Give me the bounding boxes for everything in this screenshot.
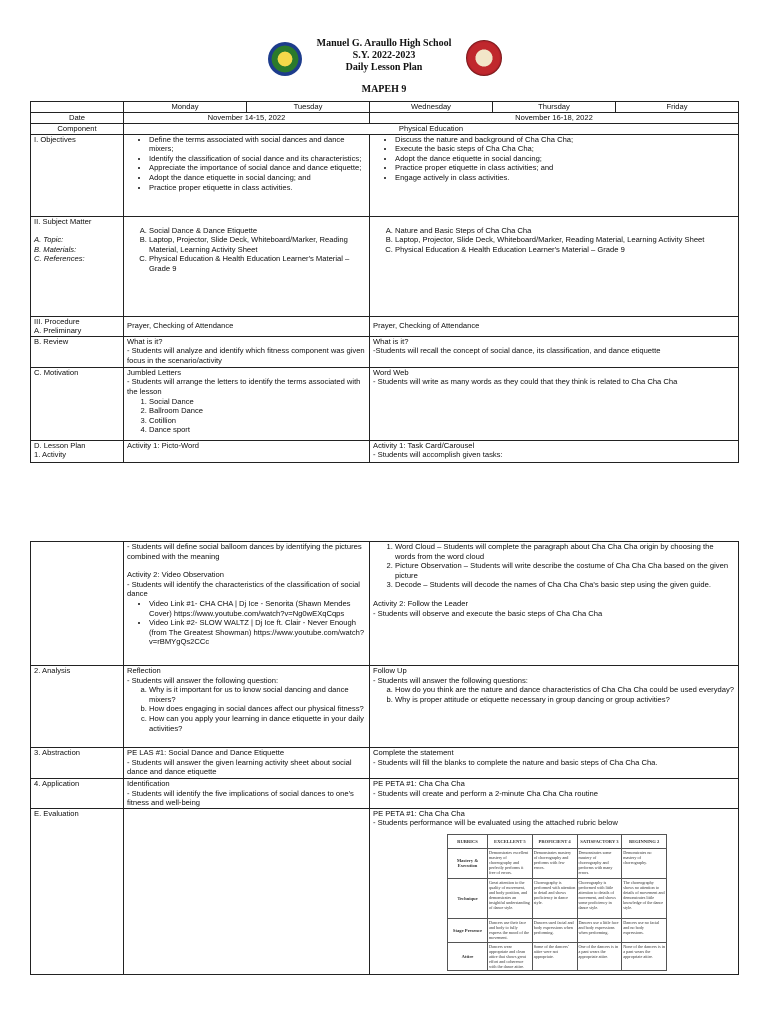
activity-right-title: Activity 1: Task Card/Carousel — [373, 440, 475, 450]
subject-item: C. Physical Education & Health Education Learner's Material – Grade 9 — [395, 245, 735, 255]
procedure-label — [31, 316, 124, 336]
objective-item: • Practice proper etiquette in class activities. — [149, 183, 366, 193]
evaluation-label: E. Evaluation — [31, 808, 124, 974]
subject-item: C. Physical Education & Health Education Learner's Material – Grade 9 — [149, 254, 366, 273]
jumbled-item: 3. Cotillion — [149, 416, 366, 426]
review-right-text: -Students will recall the concept of social dance, its classification, and dance etiquette — [373, 346, 661, 356]
objective-item: • Identify the classification of social dance and its characteristics; — [149, 154, 366, 164]
objectives-label: I. Objectives — [31, 134, 124, 216]
activity-cont-right — [370, 542, 739, 666]
analysis-question: b. Why is proper attitude or etiquette necessary in group dancing or group activities? — [395, 695, 735, 705]
rubric-cell: One of the dancers is in a pant wears the appropriate attire. — [577, 942, 622, 970]
subject-title: MAPEH 9 — [361, 84, 407, 95]
review-right-title: What is it? — [373, 336, 409, 346]
analysis-question: b. How does engaging in social dances affect our physical fitness? — [149, 704, 366, 714]
abstraction-right-title: Complete the statement — [373, 748, 454, 757]
preliminary-left: Prayer, Checking of Attendance — [124, 316, 370, 336]
abstraction-label: 3. Abstraction — [31, 748, 124, 779]
activity-left: Activity 1: Picto-Word — [124, 440, 370, 462]
activity2-right-text: - Students will observe and execute the basic steps of Cha Cha Cha — [373, 608, 603, 618]
day-thursday: Thursday — [493, 102, 616, 113]
topic-label: A. Topic: — [34, 235, 64, 245]
date-label: Date — [31, 113, 124, 124]
motivation-right — [370, 367, 739, 440]
rubric-cell: Demonstrates no mastery of choreography. — [622, 848, 667, 878]
review-left-text: - Students will analyze and identify which fitness component was given focus in the scenario/activity — [127, 346, 365, 365]
activity-cont-left-text: - Students will define social balloom dances by identifying the pictures combined with the meaning — [127, 542, 362, 561]
abstraction-left-text: - Students will answer the given learning activity sheet about social dance and dance etiquette — [127, 757, 352, 777]
lesson-plan-title: D. Lesson Plan — [34, 440, 86, 450]
task-card-item: 1. Word Cloud – Students will complete the paragraph about Cha Cha Cha origin by choosing the words from the word cloud — [395, 542, 735, 561]
evaluation-right-title: PE PETA #1: Cha Cha Cha — [373, 808, 465, 818]
motivation-left-text: - Students will arrange the letters to identify the terms associated with the lesson — [127, 377, 361, 396]
activity-right — [370, 440, 739, 462]
plan-title: Daily Lesson Plan — [345, 62, 423, 73]
subject-matter-left — [124, 216, 370, 316]
rubric-cell: Demonstrates some mastery of choreography and performs with many errors. — [577, 848, 622, 878]
review-left-title: What is it? — [127, 336, 163, 346]
motivation-right-title: Word Web — [373, 367, 409, 377]
analysis-label: 2. Analysis — [31, 666, 124, 748]
objective-item: • Execute the basic steps of Cha Cha Cha; — [395, 144, 735, 154]
references-label: C. References: — [34, 254, 85, 264]
preliminary-label: A. Preliminary — [34, 326, 82, 336]
lesson-plan-label — [31, 440, 124, 462]
analysis-left-title: Reflection — [127, 666, 161, 675]
component-label: Component — [31, 124, 124, 135]
analysis-left — [124, 666, 370, 748]
evaluation-right — [370, 808, 739, 974]
rubric-table — [447, 834, 667, 971]
objective-item: • Adopt the dance etiquette in social dancing; — [395, 154, 735, 164]
lesson-plan-table-page1 — [30, 101, 739, 463]
objective-item: • Define the terms associated with social dances and dance mixers; — [149, 135, 366, 154]
application-right-text: - Students will create and perform a 2-minute Cha Cha Cha routine — [373, 788, 598, 798]
application-left-text: - Students will identify the five implications of social dances to one's fitness and well-being — [127, 788, 354, 808]
objective-item: • Appreciate the importance of social dance and dance etiquette; — [149, 163, 366, 173]
analysis-question: a. How do you think are the nature and dance characteristics of Cha Cha Cha could be used everyday? — [395, 685, 735, 695]
rubric-header: RUBRICS — [448, 834, 488, 848]
rubric-cell: Dancers wear appropriate and clean attire that shows great effort and coherence with the dance attire. — [488, 942, 533, 970]
rubric-cell: None of the dancers is in a pant wears the appropriate attire. — [622, 942, 667, 970]
rubric-cell: Dancers use their face and body to fully express the mood of the movement. — [488, 918, 533, 942]
review-label: B. Review — [31, 336, 124, 367]
analysis-question: a. Why is it important for us to know social dancing and dance mixers? — [149, 685, 366, 704]
day-wednesday: Wednesday — [370, 102, 493, 113]
jumbled-item: 4. Dance sport — [149, 425, 366, 435]
analysis-left-text: - Students will answer the following question: — [127, 675, 279, 685]
evaluation-left — [124, 808, 370, 974]
analysis-right — [370, 666, 739, 748]
activity2-title: Activity 2: Video Observation — [127, 570, 224, 580]
document-header — [0, 38, 768, 74]
rubric-criterion: Stage Presence — [448, 918, 488, 942]
rubric-header: BEGINNING 2 — [622, 834, 667, 848]
activity-cont-label — [31, 542, 124, 666]
objective-item: • Discuss the nature and background of Cha Cha Cha; — [395, 135, 735, 145]
rubric-header: EXCELLENT 5 — [488, 834, 533, 848]
objective-item: • Engage actively in class activities. — [395, 173, 735, 183]
objectives-left — [124, 134, 370, 216]
rubric-cell: Dancers used facial and body expressions when performing. — [532, 918, 577, 942]
subject-matter-right — [370, 216, 739, 316]
rubric-cell: Choreography is performed with attention to detail and shows proficiency in dance style. — [532, 878, 577, 918]
motivation-left — [124, 367, 370, 440]
rubric-cell: Dancers use no facial and no body expressions. — [622, 918, 667, 942]
activity-cont-left — [124, 542, 370, 666]
date-second: November 16-18, 2022 — [370, 113, 739, 124]
task-card-item: 2. Picture Observation – Students will write describe the costume of Cha Cha Cha based on the given picture — [395, 561, 735, 580]
analysis-question: c. How can you apply your learning in dance etiquette in your daily activities? — [149, 714, 366, 733]
objective-item: • Adopt the dance etiquette in social dancing; and — [149, 173, 366, 183]
rubric-cell: Great attention to the quality of movement, and body position, and demonstrates an insightful understanding of dance style. — [488, 878, 533, 918]
rubric-cell: The choreography shows no attention to details of movement and demonstrates little knowledge of the dance style. — [622, 878, 667, 918]
rubric-cell: Dancers use a little face and body expressions when performing. — [577, 918, 622, 942]
evaluation-right-text: - Students performance will be evaluated using the attached rubric below — [373, 818, 618, 828]
application-left-title: Identification — [127, 779, 170, 788]
date-first: November 14-15, 2022 — [124, 113, 370, 124]
day-friday: Friday — [616, 102, 739, 113]
rubric-criterion: Mastery & Execution — [448, 848, 488, 878]
motivation-right-text: - Students will write as many words as they could that they think is related to Cha Cha Cha — [373, 377, 678, 387]
abstraction-right-text: - Students will fill the blanks to complete the nature and basic steps of Cha Cha Cha. — [373, 757, 658, 767]
application-label: 4. Application — [31, 779, 124, 809]
procedure-title: III. Procedure — [34, 316, 80, 326]
review-left — [124, 336, 370, 367]
analysis-right-title: Follow Up — [373, 666, 407, 675]
subject-matter-title: II. Subject Matter — [34, 216, 92, 226]
activity-label: 1. Activity — [34, 450, 67, 460]
rubric-criterion: Attire — [448, 942, 488, 970]
materials-label: B. Materials: — [34, 244, 77, 254]
motivation-left-title: Jumbled Letters — [127, 367, 182, 377]
rubric-header: PROFICIENT 4 — [532, 834, 577, 848]
empty-corner — [31, 102, 124, 113]
video-link-item[interactable]: • Video Link #1- CHA CHA | Dj Ice - Senorita (Shawn Mendes Cover) https://www.youtube.com/watch?v=Ng0wEXqCqps — [149, 599, 366, 618]
subject-item: B. Laptop, Projector, Slide Deck, Whiteboard/Marker, Reading Material, Learning Activity Sheet — [149, 235, 366, 254]
activity-right-text: - Students will accomplish given tasks: — [373, 450, 503, 460]
subject-item: A. Nature and Basic Steps of Cha Cha Cha — [395, 226, 735, 236]
rubric-criterion: Technique — [448, 878, 488, 918]
activity2-text: - Students will identify the characteristics of the classification of social dance — [127, 579, 360, 599]
day-tuesday: Tuesday — [247, 102, 370, 113]
video-link-item[interactable]: • Video Link #2- SLOW WALTZ | Dj Ice ft. Clair - Never Enough (from The Greatest Showman) https://www.youtube.com/watch?v=rBMYgQs2CCc — [149, 618, 366, 647]
abstraction-left — [124, 748, 370, 779]
jumbled-item: 1. Social Dance — [149, 397, 366, 407]
jumbled-item: 2. Ballroom Dance — [149, 406, 366, 416]
application-left — [124, 779, 370, 809]
analysis-right-text: - Students will answer the following questions: — [373, 675, 528, 685]
lesson-plan-table-page2 — [30, 541, 739, 975]
objectives-right — [370, 134, 739, 216]
motivation-label: C. Motivation — [31, 367, 124, 440]
abstraction-right — [370, 748, 739, 779]
subject-item: A. Social Dance & Dance Etiquette — [149, 226, 366, 236]
subject-matter-label — [31, 216, 124, 316]
component-value: Physical Education — [124, 124, 739, 135]
day-monday: Monday — [124, 102, 247, 113]
rubric-cell: Some of the dancers' attire were not appropriate. — [532, 942, 577, 970]
application-right-title: PE PETA #1: Cha Cha Cha — [373, 779, 465, 788]
rubric-header: SATISFACTORY 3 — [577, 834, 622, 848]
activity2-right-title: Activity 2: Follow the Leader — [373, 598, 468, 608]
rubric-cell: Choreography is performed with little attention to details of movement, and shows some proficiency in dance style. — [577, 878, 622, 918]
objective-item: • Practice proper etiquette in class activities; and — [395, 163, 735, 173]
subject-item: B. Laptop, Projector, Slide Deck, Whiteboard/Marker, Reading Material, Learning Activity Sheet — [395, 235, 735, 245]
school-year: S.Y. 2022-2023 — [352, 50, 416, 61]
review-right — [370, 336, 739, 367]
rubric-cell: Demonstrates mastery of choreography and performs with few errors. — [532, 848, 577, 878]
school-name: Manuel G. Araullo High School — [316, 38, 452, 49]
application-right — [370, 779, 739, 809]
task-card-item: 3. Decode – Students will decode the names of Cha Cha Cha's basic step using the given guide. — [395, 580, 735, 590]
rubric-cell: Demonstrates excellent mastery of choreography and perfectly performs it free of errors. — [488, 848, 533, 878]
preliminary-right: Prayer, Checking of Attendance — [370, 316, 739, 336]
abstraction-left-title: PE LAS #1: Social Dance and Dance Etiquette — [127, 748, 285, 757]
